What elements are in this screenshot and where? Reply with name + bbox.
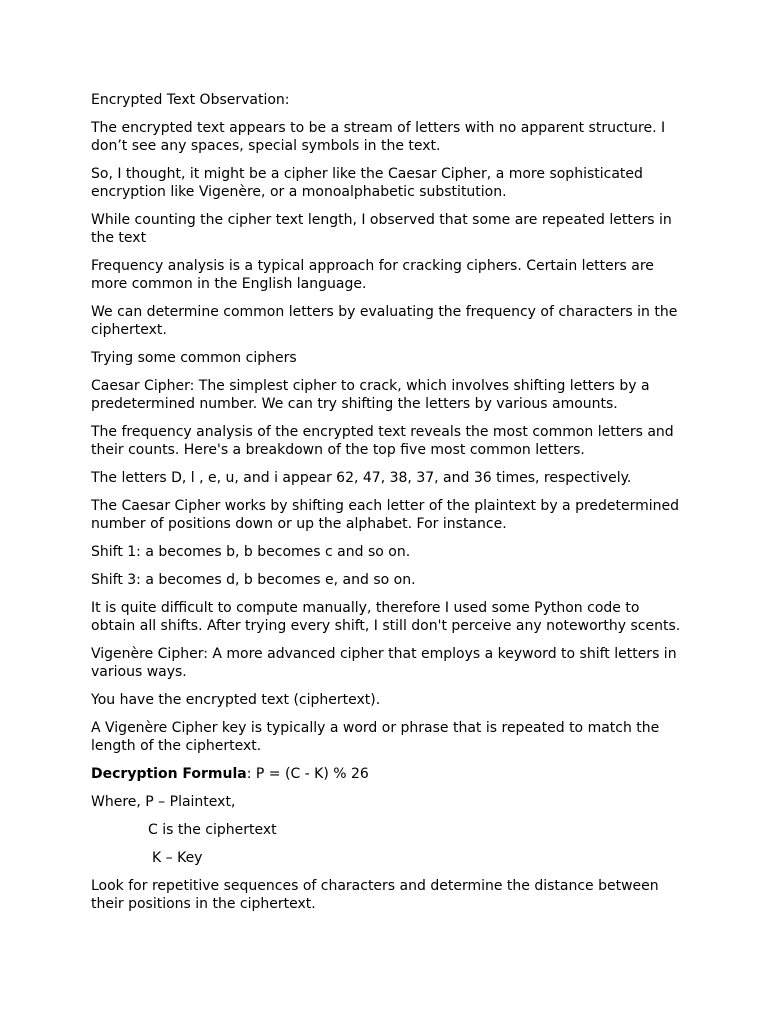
paragraph-counting: While counting the cipher text length, I observed that some are repeated letters in the text [91,212,672,246]
paragraph-cipher-guess: So, I thought, it might be a cipher like the Caesar Cipher, a more sophisticated encryption like Vigenère, or a monoalphabetic substitution. [91,166,643,200]
paragraph-key: A Vigenère Cipher key is typically a word or phrase that is repeated to match the length of the ciphertext. [91,720,660,754]
paragraph-shift-1: Shift 1: a becomes b, b becomes c and so on. [91,544,411,560]
paragraph-breakdown: The frequency analysis of the encrypted text reveals the most common letters and their counts. Here's a breakdown of the top five most common letters. [91,424,674,458]
paragraph-frequency: Frequency analysis is a typical approach for cracking ciphers. Certain letters are more common in the English language. [91,258,654,292]
document-page [91,91,686,923]
paragraph-repetitive: Look for repetitive sequences of characters and determine the distance between their positions in the ciphertext. [91,878,659,912]
paragraph-k-definition: K – Key [152,850,203,866]
paragraph-python: It is quite difficult to compute manually, therefore I used some Python code to obtain all shifts. After trying every shift, I still don't perceive any noteworthy scents. [91,600,681,634]
paragraph-where: Where, P – Plaintext, [91,794,236,810]
paragraph-trying: Trying some common ciphers [91,350,297,366]
paragraph-caesar: Caesar Cipher: The simplest cipher to crack, which involves shifting letters by a predetermined number. We can try shifting the letters by various amounts. [91,378,650,412]
document-heading: Encrypted Text Observation: [91,92,290,108]
paragraph-c-definition: C is the ciphertext [148,822,277,838]
formula-label: Decryption Formula [91,766,247,782]
paragraph-formula [91,765,686,783]
paragraph-vigenere: Vigenère Cipher: A more advanced cipher that employs a keyword to shift letters in various ways. [91,646,677,680]
formula-text: : P = (C - K) % 26 [246,766,369,782]
paragraph-have-ciphertext: You have the encrypted text (ciphertext). [91,692,381,708]
paragraph-letters: The letters D, l , e, u, and i appear 62, 47, 38, 37, and 36 times, respectively. [91,470,632,486]
paragraph-determine: We can determine common letters by evaluating the frequency of characters in the ciphertext. [91,304,678,338]
paragraph-shift-3: Shift 3: a becomes d, b becomes e, and so on. [91,572,416,588]
paragraph-structure: The encrypted text appears to be a stream of letters with no apparent structure. I don’t see any spaces, special symbols in the text. [91,120,666,154]
paragraph-caesar-works: The Caesar Cipher works by shifting each letter of the plaintext by a predetermined number of positions down or up the alphabet. For instance. [91,498,680,532]
